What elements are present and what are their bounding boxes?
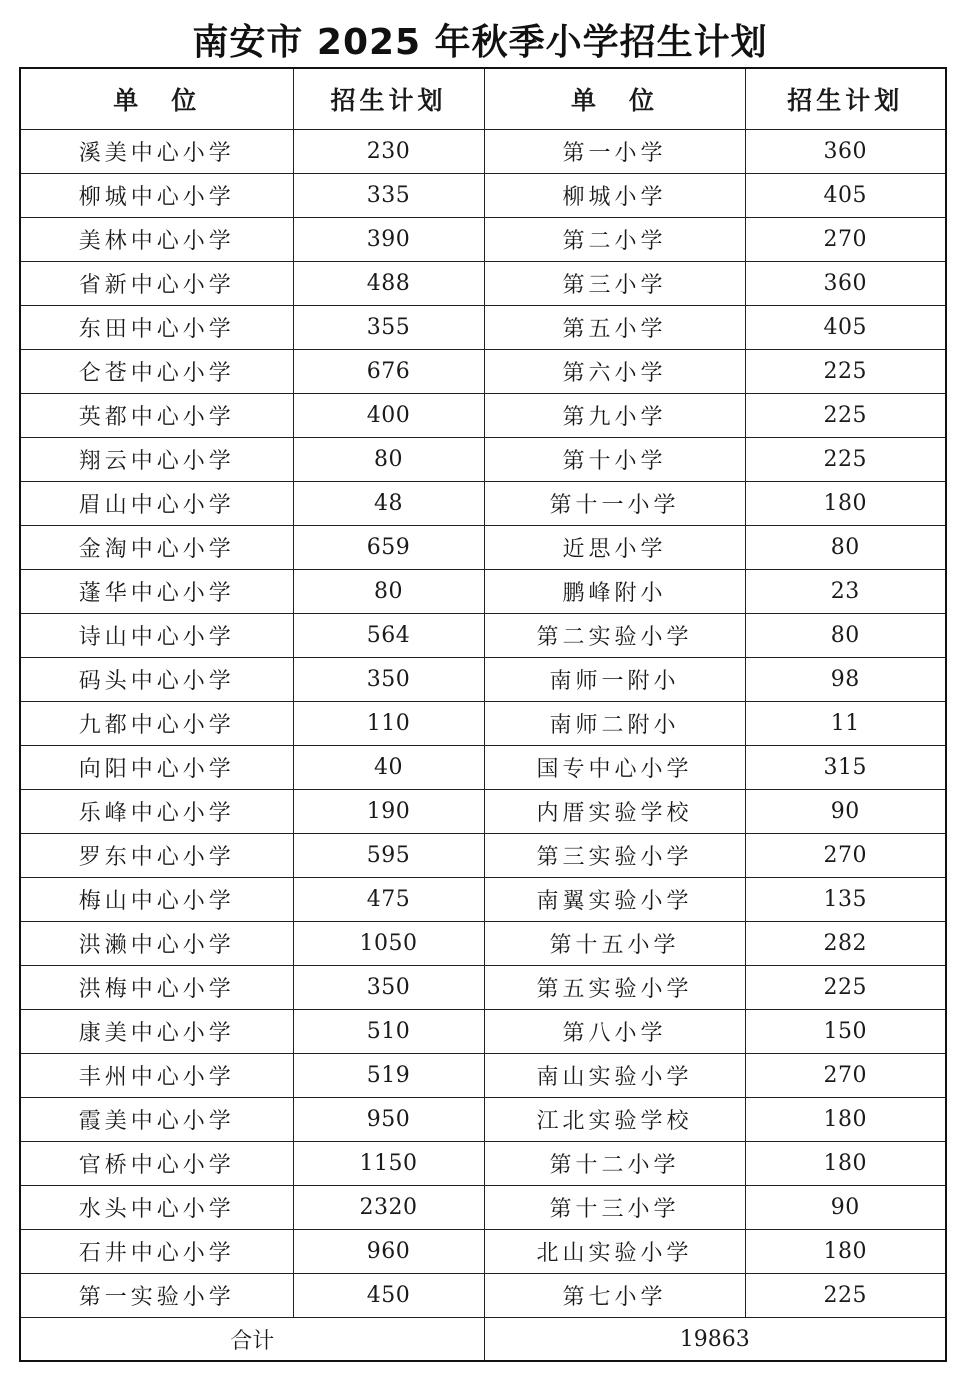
table-row (20, 658, 946, 702)
cell-plan-right: 225 (745, 1274, 946, 1318)
cell-plan-left: 2320 (293, 1186, 484, 1230)
table-row (20, 1274, 946, 1318)
table-row (20, 570, 946, 614)
cell-unit-right: 第五实验小学 (484, 966, 745, 1010)
cell-plan-left: 564 (293, 614, 484, 658)
cell-unit-left: 金淘中心小学 (20, 526, 293, 570)
table-row (20, 438, 946, 482)
table-row (20, 702, 946, 746)
cell-plan-right: 150 (745, 1010, 946, 1054)
table-row (20, 526, 946, 570)
table-row (20, 790, 946, 834)
table-row (20, 1054, 946, 1098)
cell-plan-right: 90 (745, 790, 946, 834)
enrollment-table (19, 67, 947, 1362)
cell-plan-left: 400 (293, 394, 484, 438)
cell-unit-right: 第十二小学 (484, 1142, 745, 1186)
table-row (20, 1010, 946, 1054)
cell-plan-left: 676 (293, 350, 484, 394)
table-row (20, 614, 946, 658)
cell-unit-left: 丰州中心小学 (20, 1054, 293, 1098)
cell-unit-left: 翔云中心小学 (20, 438, 293, 482)
table-row (20, 174, 946, 218)
header-row (20, 68, 946, 130)
cell-unit-left: 溪美中心小学 (20, 130, 293, 174)
cell-unit-left: 美林中心小学 (20, 218, 293, 262)
cell-unit-right: 南山实验小学 (484, 1054, 745, 1098)
cell-unit-left: 仑苍中心小学 (20, 350, 293, 394)
cell-unit-right: 第六小学 (484, 350, 745, 394)
cell-plan-right: 80 (745, 526, 946, 570)
cell-plan-right: 98 (745, 658, 946, 702)
cell-unit-right: 第十三小学 (484, 1186, 745, 1230)
cell-unit-left: 乐峰中心小学 (20, 790, 293, 834)
cell-unit-left: 蓬华中心小学 (20, 570, 293, 614)
table-row (20, 1186, 946, 1230)
cell-plan-left: 390 (293, 218, 484, 262)
cell-plan-left: 80 (293, 570, 484, 614)
cell-plan-left: 335 (293, 174, 484, 218)
header-unit-left: 单 位 (20, 68, 293, 130)
cell-unit-left: 英都中心小学 (20, 394, 293, 438)
cell-unit-left: 霞美中心小学 (20, 1098, 293, 1142)
cell-plan-right: 405 (745, 306, 946, 350)
cell-unit-right: 南师一附小 (484, 658, 745, 702)
table-row (20, 350, 946, 394)
table-row (20, 1142, 946, 1186)
cell-unit-left: 省新中心小学 (20, 262, 293, 306)
cell-plan-left: 40 (293, 746, 484, 790)
cell-unit-left: 九都中心小学 (20, 702, 293, 746)
cell-plan-right: 180 (745, 482, 946, 526)
cell-unit-right: 鹏峰附小 (484, 570, 745, 614)
cell-plan-left: 110 (293, 702, 484, 746)
cell-plan-left: 950 (293, 1098, 484, 1142)
cell-unit-left: 官桥中心小学 (20, 1142, 293, 1186)
cell-plan-left: 48 (293, 482, 484, 526)
cell-plan-right: 11 (745, 702, 946, 746)
cell-plan-right: 80 (745, 614, 946, 658)
total-label: 合计 (20, 1318, 484, 1362)
cell-unit-right: 第十小学 (484, 438, 745, 482)
cell-unit-right: 第一小学 (484, 130, 745, 174)
cell-unit-right: 第二实验小学 (484, 614, 745, 658)
cell-unit-left: 第一实验小学 (20, 1274, 293, 1318)
cell-plan-left: 488 (293, 262, 484, 306)
cell-unit-right: 第十五小学 (484, 922, 745, 966)
total-value: 19863 (484, 1318, 946, 1362)
cell-unit-right: 南翼实验小学 (484, 878, 745, 922)
cell-plan-right: 225 (745, 394, 946, 438)
cell-unit-left: 水头中心小学 (20, 1186, 293, 1230)
cell-plan-left: 355 (293, 306, 484, 350)
cell-unit-right: 国专中心小学 (484, 746, 745, 790)
cell-plan-left: 475 (293, 878, 484, 922)
cell-plan-right: 90 (745, 1186, 946, 1230)
header-plan-left: 招生计划 (293, 68, 484, 130)
table-body (20, 130, 946, 1318)
cell-plan-right: 315 (745, 746, 946, 790)
table-row (20, 922, 946, 966)
cell-unit-right: 第三实验小学 (484, 834, 745, 878)
cell-plan-left: 510 (293, 1010, 484, 1054)
cell-plan-right: 135 (745, 878, 946, 922)
cell-plan-right: 23 (745, 570, 946, 614)
cell-plan-left: 595 (293, 834, 484, 878)
cell-unit-right: 第三小学 (484, 262, 745, 306)
header-plan-right: 招生计划 (745, 68, 946, 130)
cell-plan-right: 180 (745, 1142, 946, 1186)
cell-unit-left: 码头中心小学 (20, 658, 293, 702)
cell-plan-right: 270 (745, 834, 946, 878)
table-row (20, 966, 946, 1010)
table-row (20, 394, 946, 438)
table-row (20, 1230, 946, 1274)
total-row (20, 1318, 946, 1362)
cell-unit-right: 近思小学 (484, 526, 745, 570)
cell-plan-right: 270 (745, 218, 946, 262)
cell-plan-right: 282 (745, 922, 946, 966)
cell-unit-left: 梅山中心小学 (20, 878, 293, 922)
page-title: 南安市 2025 年秋季小学招生计划 (192, 22, 768, 63)
cell-plan-left: 659 (293, 526, 484, 570)
cell-unit-right: 第十一小学 (484, 482, 745, 526)
cell-plan-right: 405 (745, 174, 946, 218)
cell-unit-right: 南师二附小 (484, 702, 745, 746)
table-row (20, 218, 946, 262)
cell-plan-right: 225 (745, 350, 946, 394)
cell-unit-right: 第八小学 (484, 1010, 745, 1054)
table-row (20, 1098, 946, 1142)
cell-plan-left: 450 (293, 1274, 484, 1318)
cell-unit-right: 第二小学 (484, 218, 745, 262)
cell-plan-right: 270 (745, 1054, 946, 1098)
cell-plan-left: 350 (293, 966, 484, 1010)
cell-unit-left: 向阳中心小学 (20, 746, 293, 790)
cell-plan-right: 225 (745, 438, 946, 482)
cell-plan-left: 190 (293, 790, 484, 834)
cell-plan-left: 230 (293, 130, 484, 174)
cell-plan-left: 1150 (293, 1142, 484, 1186)
table-row (20, 306, 946, 350)
table-row (20, 130, 946, 174)
cell-unit-right: 江北实验学校 (484, 1098, 745, 1142)
cell-plan-right: 360 (745, 130, 946, 174)
cell-plan-left: 960 (293, 1230, 484, 1274)
table-row (20, 262, 946, 306)
cell-unit-left: 洪梅中心小学 (20, 966, 293, 1010)
cell-unit-right: 第九小学 (484, 394, 745, 438)
cell-plan-right: 180 (745, 1230, 946, 1274)
header-unit-right: 单 位 (484, 68, 745, 130)
cell-unit-left: 康美中心小学 (20, 1010, 293, 1054)
cell-plan-left: 80 (293, 438, 484, 482)
cell-unit-left: 石井中心小学 (20, 1230, 293, 1274)
cell-unit-left: 诗山中心小学 (20, 614, 293, 658)
cell-unit-left: 罗东中心小学 (20, 834, 293, 878)
cell-plan-left: 1050 (293, 922, 484, 966)
cell-plan-right: 180 (745, 1098, 946, 1142)
table-row (20, 834, 946, 878)
cell-unit-left: 柳城中心小学 (20, 174, 293, 218)
table-row (20, 746, 946, 790)
table-row (20, 482, 946, 526)
cell-unit-right: 内厝实验学校 (484, 790, 745, 834)
cell-unit-right: 柳城小学 (484, 174, 745, 218)
cell-unit-left: 眉山中心小学 (20, 482, 293, 526)
cell-unit-left: 东田中心小学 (20, 306, 293, 350)
cell-plan-right: 225 (745, 966, 946, 1010)
cell-unit-right: 第七小学 (484, 1274, 745, 1318)
cell-unit-right: 北山实验小学 (484, 1230, 745, 1274)
cell-plan-left: 350 (293, 658, 484, 702)
cell-plan-right: 360 (745, 262, 946, 306)
cell-unit-right: 第五小学 (484, 306, 745, 350)
cell-unit-left: 洪濑中心小学 (20, 922, 293, 966)
table-row (20, 878, 946, 922)
cell-plan-left: 519 (293, 1054, 484, 1098)
